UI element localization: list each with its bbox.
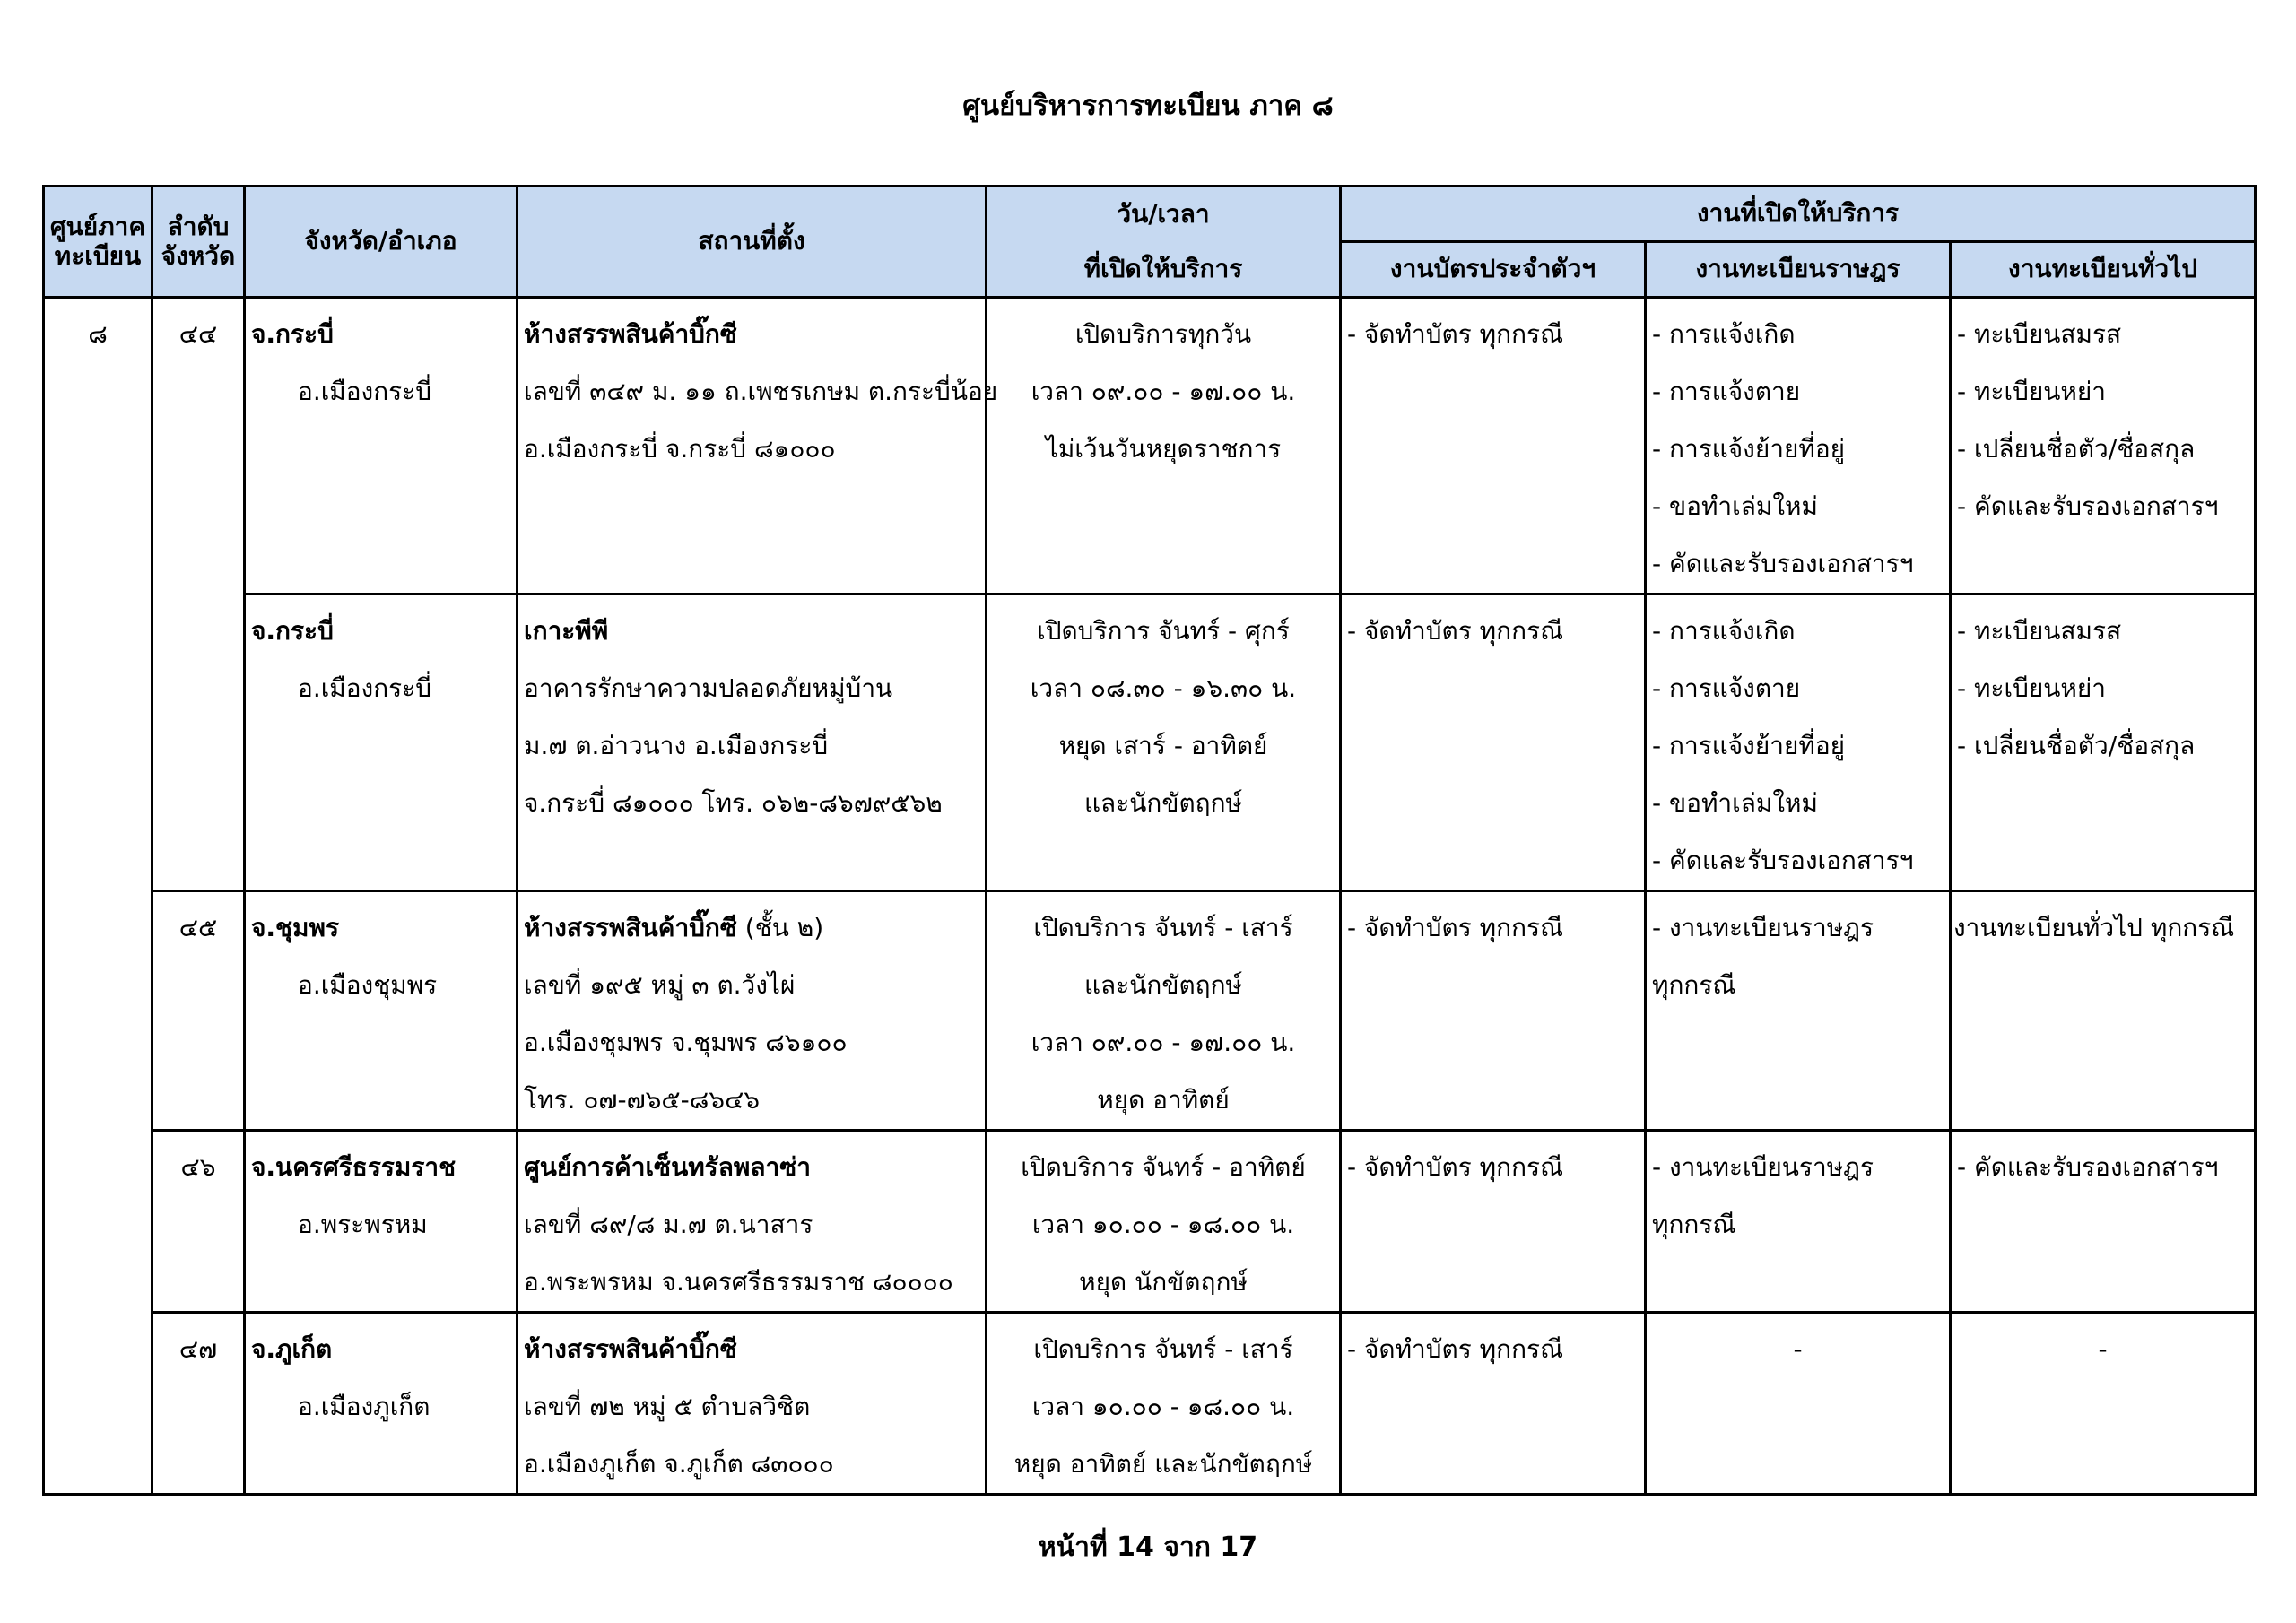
service-item: - จัดทำบัตร ทุกกรณี	[1347, 319, 1564, 349]
civil-reg-cell	[1646, 1131, 1951, 1313]
address-line: โทร. ๐๗-๗๖๕-๘๖๔๖	[524, 1085, 761, 1115]
page-title: ศูนย์บริหารการทะเบียน ภาค ๘	[962, 90, 1334, 122]
location-cell	[517, 1313, 987, 1495]
location-cell	[517, 298, 998, 595]
time-line: เปิดบริการ จันทร์ - ศุกร์	[1037, 616, 1290, 646]
province-cell	[245, 595, 517, 891]
order-cell: ๔๗	[152, 1313, 245, 1495]
header-province: จังหวัด/อำเภอ	[245, 187, 517, 298]
time-line: และนักขัตฤกษ์	[1083, 970, 1243, 1000]
time-line: เปิดบริการ จันทร์ - เสาร์	[1033, 1334, 1293, 1364]
general-reg-cell	[1951, 891, 2256, 1131]
table-row	[44, 298, 2256, 595]
table-row	[44, 595, 2256, 891]
province-cell	[245, 1313, 517, 1495]
order-cell: ๔๔	[152, 298, 245, 891]
address-line: อาคารรักษาความปลอดภัยหมู่บ้าน	[524, 673, 893, 703]
province-name: จ.กระบี่	[251, 319, 334, 349]
service-item: งานทะเบียนทั่วไป ทุกกรณี	[1953, 913, 2235, 942]
civil-reg-cell	[1646, 891, 1951, 1131]
service-item: - ทะเบียนสมรส	[1957, 319, 2122, 349]
address-line: เลขที่ ๓๔๙ ม. ๑๑ ถ.เพชรเกษม ต.กระบี่น้อย	[524, 377, 998, 406]
table-row	[44, 1131, 2256, 1313]
service-item: - ทะเบียนหย่า	[1957, 377, 2106, 406]
header-services: งานที่เปิดให้บริการ	[1341, 187, 2256, 242]
header-time-line2: ที่เปิดให้บริการ	[1083, 253, 1243, 283]
place-name: เกาะพีพี	[524, 616, 609, 646]
header-order	[152, 187, 245, 298]
time-cell	[987, 1313, 1341, 1495]
table-row	[44, 891, 2256, 1131]
time-line: เวลา ๐๙.๐๐ - ๑๗.๐๐ น.	[1031, 377, 1296, 406]
address-line: เลขที่ ๗๒ หมู่ ๕ ตำบลวิชิต	[524, 1392, 811, 1421]
header-time	[987, 187, 1341, 298]
id-card-cell	[1341, 595, 1646, 891]
time-line: หยุด เสาร์ - อาทิตย์	[1058, 731, 1268, 760]
place-name: ห้างสรรพสินค้าบิ๊กซี	[524, 1334, 737, 1364]
service-item: - ขอทำเล่มใหม่	[1652, 788, 1818, 818]
header-location: สถานที่ตั้ง	[517, 187, 987, 298]
id-card-cell	[1341, 1131, 1646, 1313]
district-name: อ.พระพรหม	[298, 1210, 428, 1239]
id-card-cell	[1341, 1313, 1646, 1495]
service-item: - ทะเบียนสมรส	[1957, 616, 2122, 646]
service-item: - งานทะเบียนราษฎร	[1652, 913, 1874, 942]
time-line: เวลา ๐๘.๓๐ - ๑๖.๓๐ น.	[1030, 673, 1297, 703]
service-item: - จัดทำบัตร ทุกกรณี	[1347, 913, 1564, 942]
service-item: - คัดและรับรองเอกสารฯ	[1957, 491, 2219, 521]
general-reg-cell: -	[1951, 1313, 2256, 1495]
service-item: - ขอทำเล่มใหม่	[1652, 491, 1818, 521]
address-line: ม.๗ ต.อ่าวนาง อ.เมืองกระบี่	[524, 731, 829, 760]
header-row-1	[44, 187, 2256, 242]
header-order-line1: ลำดับ	[167, 212, 230, 242]
service-item: - จัดทำบัตร ทุกกรณี	[1347, 1152, 1564, 1182]
time-line: เวลา ๑๐.๐๐ - ๑๘.๐๐ น.	[1031, 1392, 1295, 1421]
time-line: หยุด อาทิตย์	[1097, 1085, 1230, 1115]
general-reg-cell	[1951, 1131, 2256, 1313]
header-region-line2: ทะเบียน	[54, 240, 142, 271]
header-order-line2: จังหวัด	[161, 240, 236, 271]
district-name: อ.เมืองกระบี่	[298, 673, 432, 703]
place-name: ศูนย์การค้าเซ็นทรัลพลาซ่า	[524, 1152, 811, 1182]
time-cell	[987, 595, 1341, 891]
place-line	[524, 899, 979, 957]
header-civil-reg: งานทะเบียนราษฎร	[1646, 242, 1951, 298]
time-line: เปิดบริการ จันทร์ - อาทิตย์	[1021, 1152, 1306, 1182]
service-item: - จัดทำบัตร ทุกกรณี	[1347, 1334, 1564, 1364]
order-cell: ๔๖	[152, 1131, 245, 1313]
province-cell	[245, 891, 517, 1131]
civil-reg-cell: -	[1646, 1313, 1951, 1495]
province-cell	[245, 1131, 517, 1313]
service-item: - คัดและรับรองเอกสารฯ	[1652, 846, 1914, 875]
time-line: เวลา ๑๐.๐๐ - ๑๘.๐๐ น.	[1031, 1210, 1295, 1239]
time-line: และนักขัตฤกษ์	[1083, 788, 1243, 818]
place-suffix: (ชั้น ๒)	[736, 913, 824, 942]
header-region-line1: ศูนย์ภาค	[49, 212, 146, 242]
address-line: อ.พระพรหม จ.นครศรีธรรมราช ๘๐๐๐๐	[524, 1267, 953, 1297]
province-cell	[245, 298, 517, 595]
service-item: - การแจ้งเกิด	[1652, 319, 1796, 349]
time-cell	[987, 1131, 1341, 1313]
address-line: เลขที่ ๑๙๕ หมู่ ๓ ต.วังไผ่	[524, 970, 796, 1000]
service-item: - เปลี่ยนชื่อตัว/ชื่อสกุล	[1957, 731, 2196, 760]
service-item: - การแจ้งเกิด	[1652, 616, 1796, 646]
header-general-reg: งานทะเบียนทั่วไป	[1951, 242, 2256, 298]
location-cell	[517, 891, 987, 1131]
region-cell: ๘	[44, 298, 152, 1495]
header-time-line1: วัน/เวลา	[1117, 199, 1210, 230]
service-item: - การแจ้งย้ายที่อยู่	[1652, 434, 1846, 464]
service-item: - จัดทำบัตร ทุกกรณี	[1347, 616, 1564, 646]
service-item: - การแจ้งย้ายที่อยู่	[1652, 731, 1846, 760]
order-cell: ๔๕	[152, 891, 245, 1131]
id-card-cell	[1341, 298, 1646, 595]
time-line: หยุด อาทิตย์ และนักขัตฤกษ์	[1013, 1449, 1313, 1479]
province-name: จ.ภูเก็ต	[251, 1334, 333, 1364]
service-item: - การแจ้งตาย	[1652, 377, 1801, 406]
time-line: หยุด นักขัตฤกษ์	[1079, 1267, 1248, 1297]
location-cell	[517, 595, 987, 891]
address-line: อ.เมืองภูเก็ต จ.ภูเก็ต ๘๓๐๐๐	[524, 1449, 834, 1479]
province-name: จ.นครศรีธรรมราช	[251, 1152, 457, 1182]
header-region	[44, 187, 152, 298]
service-item: - เปลี่ยนชื่อตัว/ชื่อสกุล	[1957, 434, 2196, 464]
service-item: - งานทะเบียนราษฎร	[1652, 1152, 1874, 1182]
district-name: อ.เมืองภูเก็ต	[298, 1392, 430, 1421]
address-line: จ.กระบี่ ๘๑๐๐๐ โทร. ๐๖๒-๘๖๗๙๕๖๒	[524, 788, 943, 818]
time-line: ไม่เว้นวันหยุดราชการ	[1045, 434, 1282, 464]
time-cell	[987, 891, 1341, 1131]
service-item: ทุกกรณี	[1652, 1210, 1736, 1239]
page-footer: หน้าที่ 14 จาก 17	[1038, 1532, 1258, 1563]
table-row	[44, 1313, 2256, 1495]
civil-reg-cell	[1646, 595, 1951, 891]
registration-table	[42, 185, 2257, 1496]
time-line: เปิดบริการ จันทร์ - เสาร์	[1033, 913, 1293, 942]
time-cell	[987, 298, 1341, 595]
address-line: อ.เมืองกระบี่ จ.กระบี่ ๘๑๐๐๐	[524, 434, 836, 464]
service-item: - คัดและรับรองเอกสารฯ	[1957, 1152, 2219, 1182]
service-item: - การแจ้งตาย	[1652, 673, 1801, 703]
service-item: - คัดและรับรองเอกสารฯ	[1652, 549, 1914, 578]
time-line: เปิดบริการทุกวัน	[1074, 319, 1252, 349]
place-name: ห้างสรรพสินค้าบิ๊กซี	[524, 319, 737, 349]
province-name: จ.ชุมพร	[251, 913, 339, 942]
time-line: เวลา ๐๙.๐๐ - ๑๗.๐๐ น.	[1031, 1028, 1296, 1057]
location-cell	[517, 1131, 987, 1313]
district-name: อ.เมืองกระบี่	[298, 377, 432, 406]
service-item: - ทะเบียนหย่า	[1957, 673, 2106, 703]
district-name: อ.เมืองชุมพร	[298, 970, 438, 1000]
address-line: เลขที่ ๘๙/๘ ม.๗ ต.นาสาร	[524, 1210, 813, 1239]
general-reg-cell	[1951, 595, 2256, 891]
general-reg-cell	[1951, 298, 2256, 595]
province-name: จ.กระบี่	[251, 616, 334, 646]
id-card-cell	[1341, 891, 1646, 1131]
header-id-card: งานบัตรประจำตัวฯ	[1341, 242, 1646, 298]
civil-reg-cell	[1646, 298, 1951, 595]
address-line: อ.เมืองชุมพร จ.ชุมพร ๘๖๑๐๐	[524, 1028, 848, 1057]
service-item: ทุกกรณี	[1652, 970, 1736, 1000]
place-name: ห้างสรรพสินค้าบิ๊กซี	[524, 913, 737, 942]
